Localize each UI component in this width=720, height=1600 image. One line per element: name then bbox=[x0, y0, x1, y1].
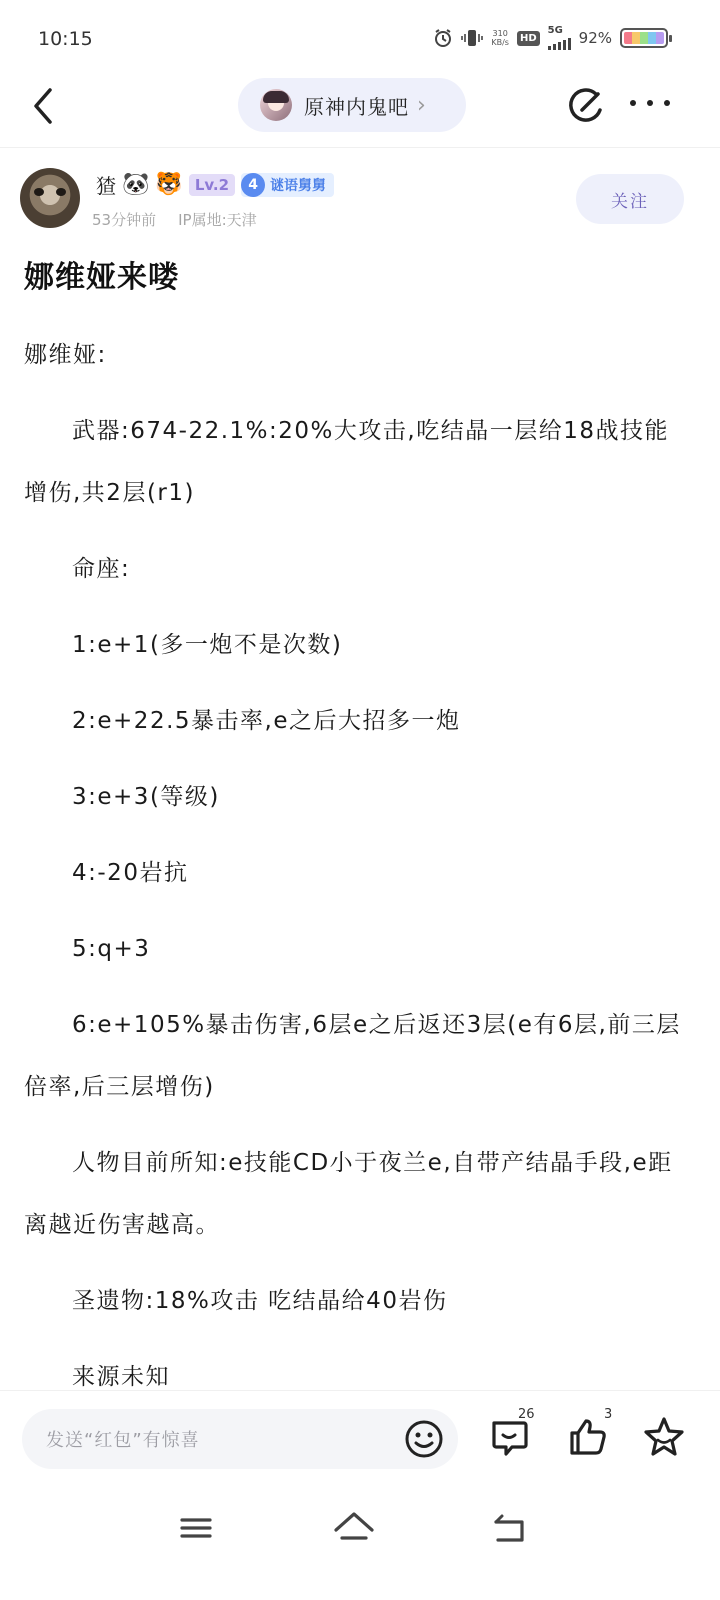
system-nav-bar bbox=[0, 1490, 720, 1600]
post-paragraph: 5:q+3 bbox=[72, 936, 151, 962]
title-badge-text: 谜语舅舅 bbox=[270, 177, 327, 194]
post-paragraph: 4:-20岩抗 bbox=[72, 860, 189, 886]
author-meta bbox=[92, 209, 257, 230]
post-paragraph: 1:e+1(多一炮不是次数) bbox=[72, 632, 343, 658]
signal-bars-icon bbox=[548, 36, 571, 50]
star-icon bbox=[642, 1415, 686, 1459]
post-time: 53分钟前 bbox=[92, 211, 157, 229]
tiger-emoji: 🐯 bbox=[155, 171, 183, 197]
menu-icon bbox=[174, 1508, 218, 1548]
like-button[interactable] bbox=[566, 1407, 614, 1463]
vibrate-icon bbox=[461, 28, 483, 48]
post-paragraph: 6:e+105%暴击伤害,6层e之后返还3层(e有6层,前三层倍率,后三层增伤) bbox=[24, 1012, 681, 1100]
title-badge bbox=[241, 173, 334, 197]
status-icons bbox=[433, 26, 668, 50]
alarm-icon bbox=[433, 28, 453, 48]
system-back-button[interactable] bbox=[488, 1508, 536, 1548]
battery-percent: 92% bbox=[578, 29, 612, 47]
net-speed-unit: KB/s bbox=[491, 38, 509, 47]
return-icon bbox=[488, 1508, 532, 1548]
post-paragraph: 命座: bbox=[72, 556, 131, 582]
net-speed bbox=[491, 29, 509, 47]
home-button[interactable] bbox=[330, 1508, 378, 1548]
like-count: 3 bbox=[604, 1407, 613, 1422]
edit-icon bbox=[566, 86, 606, 126]
author-name-line bbox=[96, 170, 334, 199]
forum-link[interactable] bbox=[238, 78, 466, 132]
hd-badge: HD bbox=[517, 31, 540, 46]
net-speed-value: 310 bbox=[492, 29, 508, 38]
smiley-icon bbox=[404, 1419, 444, 1459]
post-paragraph: 人物目前所知:e技能CD小于夜兰e,自带产结晶手段,e距离越近伤害越高。 bbox=[24, 1150, 673, 1238]
level-badge: Lv.2 bbox=[189, 174, 235, 196]
more-options-button[interactable] bbox=[630, 100, 670, 112]
post-title: 娜维娅来喽 bbox=[24, 260, 179, 295]
post-paragraph: 3:e+3(等级) bbox=[72, 784, 220, 810]
edit-button[interactable] bbox=[566, 86, 606, 126]
back-arrow-icon bbox=[28, 86, 60, 126]
title-badge-number: 4 bbox=[241, 173, 265, 197]
author-name[interactable]: 猹 bbox=[96, 174, 116, 198]
forum-name: 原神内鬼吧 bbox=[304, 94, 409, 119]
favorite-button[interactable] bbox=[642, 1415, 690, 1463]
back-button[interactable] bbox=[28, 86, 60, 126]
follow-button[interactable]: 关注 bbox=[576, 174, 684, 224]
status-bar bbox=[0, 0, 720, 80]
ip-location: IP属地:天津 bbox=[178, 211, 257, 229]
post-paragraph: 来源未知 bbox=[72, 1364, 170, 1390]
dot-icon bbox=[630, 100, 636, 106]
dot-icon bbox=[647, 100, 653, 106]
forum-avatar bbox=[260, 89, 292, 121]
home-icon bbox=[330, 1508, 378, 1548]
chevron-right-icon: › bbox=[417, 92, 426, 118]
recent-apps-button[interactable] bbox=[174, 1508, 222, 1548]
status-time: 10:15 bbox=[38, 28, 93, 50]
comment-input[interactable] bbox=[22, 1409, 458, 1469]
panda-emoji: 🐼 bbox=[122, 171, 150, 197]
author-avatar[interactable] bbox=[20, 168, 80, 228]
author-row bbox=[20, 166, 700, 234]
comment-placeholder: 发送“红包”有惊喜 bbox=[46, 1430, 200, 1451]
bottom-action-bar bbox=[0, 1390, 720, 1486]
network-type: 5G bbox=[547, 25, 563, 36]
emoji-button[interactable] bbox=[404, 1419, 444, 1459]
comment-button[interactable] bbox=[488, 1407, 536, 1463]
post-paragraph: 武器:674-22.1%:20%大攻击,吃结晶一层给18战技能增伤,共2层(r1) bbox=[24, 418, 669, 506]
post-paragraph: 2:e+22.5暴击率,e之后大招多一炮 bbox=[72, 708, 461, 734]
post-paragraph: 娜维娅: bbox=[24, 342, 107, 368]
dot-icon bbox=[664, 100, 670, 106]
post-paragraph: 圣遗物:18%攻击 吃结晶给40岩伤 bbox=[72, 1288, 448, 1314]
nav-bar bbox=[0, 72, 720, 148]
comment-count: 26 bbox=[518, 1407, 535, 1422]
battery-icon bbox=[620, 28, 668, 48]
post-body bbox=[24, 324, 684, 1408]
signal bbox=[548, 26, 571, 50]
